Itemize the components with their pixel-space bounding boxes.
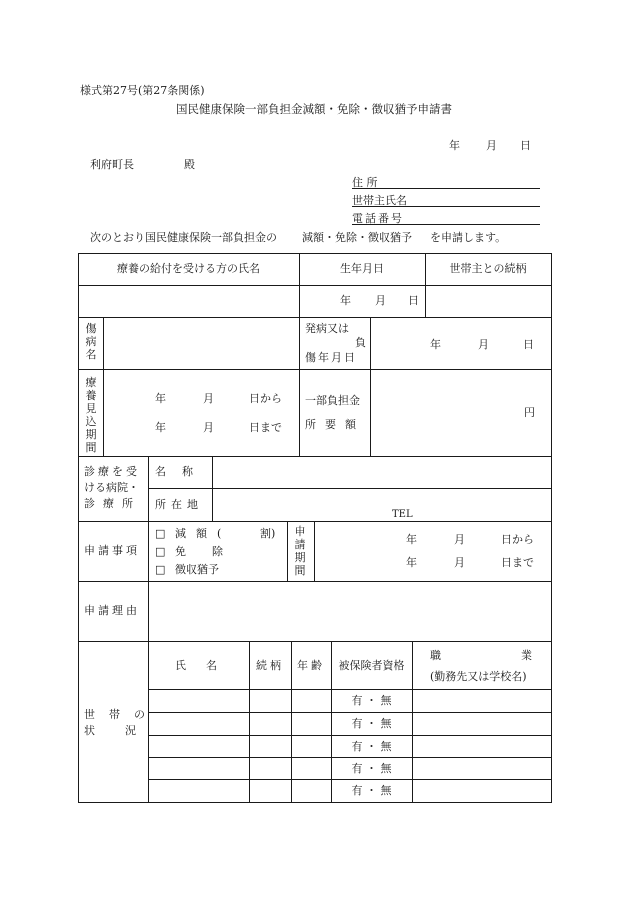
onset-month-label: 月 (478, 338, 489, 351)
rp-to-day: 日まで (501, 556, 534, 569)
request-label: 申請事項 (84, 544, 140, 557)
injury-label: 傷病名 (85, 322, 97, 361)
phone-label: 電話番号 (352, 212, 404, 225)
copay-amount-cell[interactable] (371, 370, 521, 456)
col-relation-header: 続柄 (256, 659, 284, 672)
reduce-option-label: 減額( (175, 527, 232, 540)
copay-label-line1: 一部負担金 (305, 394, 360, 407)
onset-label-line1: 発病又は (305, 322, 349, 335)
onset-label-line3: 傷年月日 (305, 351, 357, 364)
hospital-label-1: 診療を受 (84, 465, 140, 478)
birth-month-label: 月 (375, 294, 386, 307)
birth-day-label: 日 (408, 294, 419, 307)
col-occupation-header: 職業 (430, 649, 612, 662)
householder-label: 世帯主氏名 (352, 194, 407, 207)
tp-to-year: 年 (155, 421, 166, 434)
exempt-option-label: 免除 (175, 545, 249, 558)
col-insured-header: 被保険者資格 (338, 659, 405, 672)
insured-status-row3[interactable]: 有 ・ 無 (351, 740, 392, 753)
injury-cell[interactable] (104, 318, 299, 369)
rp-to-month: 月 (454, 556, 465, 569)
defer-option-label: 徴収猶予 (175, 563, 219, 576)
rp-from-day: 日から (501, 533, 534, 546)
hospital-name-cell[interactable] (213, 457, 551, 488)
tp-to-month: 月 (203, 421, 214, 434)
yen-label: 円 (524, 406, 535, 419)
rp-from-month: 月 (454, 533, 465, 546)
statement-options: 減額・免除・徴収猶予 (302, 231, 412, 244)
hospital-address-label: 所在地 (155, 498, 203, 511)
date-day-label: 日 (520, 139, 531, 152)
honorific: 殿 (184, 158, 195, 171)
birthdate-header: 生年月日 (340, 262, 384, 275)
hospital-name-label: 名称 (155, 465, 209, 478)
reduce-unit-label: 割) (260, 527, 276, 540)
patient-name-cell[interactable] (79, 286, 299, 317)
statement-suffix: を申請します。 (430, 231, 507, 244)
defer-checkbox[interactable]: □ (155, 563, 166, 576)
onset-label-line2: 負 (355, 336, 366, 349)
insured-status-row1[interactable]: 有 ・ 無 (351, 694, 392, 707)
date-month-label: 月 (486, 139, 497, 152)
rp-from-year: 年 (406, 533, 417, 546)
date-year-label: 年 (449, 139, 460, 152)
relation-header: 世帯主との続柄 (449, 262, 527, 275)
household-label-1: 世帯の (84, 708, 159, 721)
reason-label: 申請理由 (84, 604, 140, 617)
tp-from-year: 年 (155, 392, 166, 405)
hospital-label-3: 診療所 (84, 497, 141, 510)
patient-name-header: 療養の給付を受ける方の氏名 (117, 262, 260, 275)
col-age-header: 年齢 (297, 659, 325, 672)
col-name-header: 氏名 (175, 659, 237, 672)
reduce-checkbox[interactable]: □ (155, 527, 166, 540)
tp-from-month: 月 (203, 392, 214, 405)
relation-cell[interactable] (426, 286, 551, 317)
insured-status-row5[interactable]: 有 ・ 無 (351, 784, 392, 797)
tp-from-day: 日から (249, 392, 282, 405)
statement-prefix: 次のとおり国民健康保険一部負担金の (90, 231, 277, 244)
addressee: 利府町長 (90, 158, 134, 171)
address-field[interactable] (352, 188, 540, 189)
onset-year-label: 年 (430, 338, 441, 351)
householder-field[interactable] (352, 206, 540, 207)
request-period-label: 申請期間 (294, 525, 306, 577)
phone-field[interactable] (352, 224, 540, 225)
rp-to-year: 年 (406, 556, 417, 569)
insured-status-row2[interactable]: 有 ・ 無 (351, 717, 392, 730)
form-number: 様式第27号(第27条関係) (80, 84, 205, 97)
reason-cell[interactable] (149, 582, 551, 641)
treatment-period-label: 療養見込期間 (85, 376, 97, 454)
col-occupation-subheader: (勤務先又は学校名) (430, 670, 527, 683)
address-label: 住 所 (352, 176, 378, 189)
onset-day-label: 日 (523, 338, 534, 351)
household-label-2: 状況 (84, 724, 166, 737)
copay-label-line2: 所要額 (305, 418, 365, 431)
hospital-label-2: ける病院・ (84, 481, 139, 494)
exempt-checkbox[interactable]: □ (155, 545, 166, 558)
tel-label: TEL (392, 509, 413, 520)
birth-year-label: 年 (340, 294, 351, 307)
form-title: 国民健康保険一部負担金減額・免除・徴収猶予申請書 (176, 102, 452, 116)
hospital-address-cell[interactable] (213, 489, 551, 521)
insured-status-row4[interactable]: 有 ・ 無 (351, 762, 392, 775)
tp-to-day: 日まで (249, 421, 282, 434)
